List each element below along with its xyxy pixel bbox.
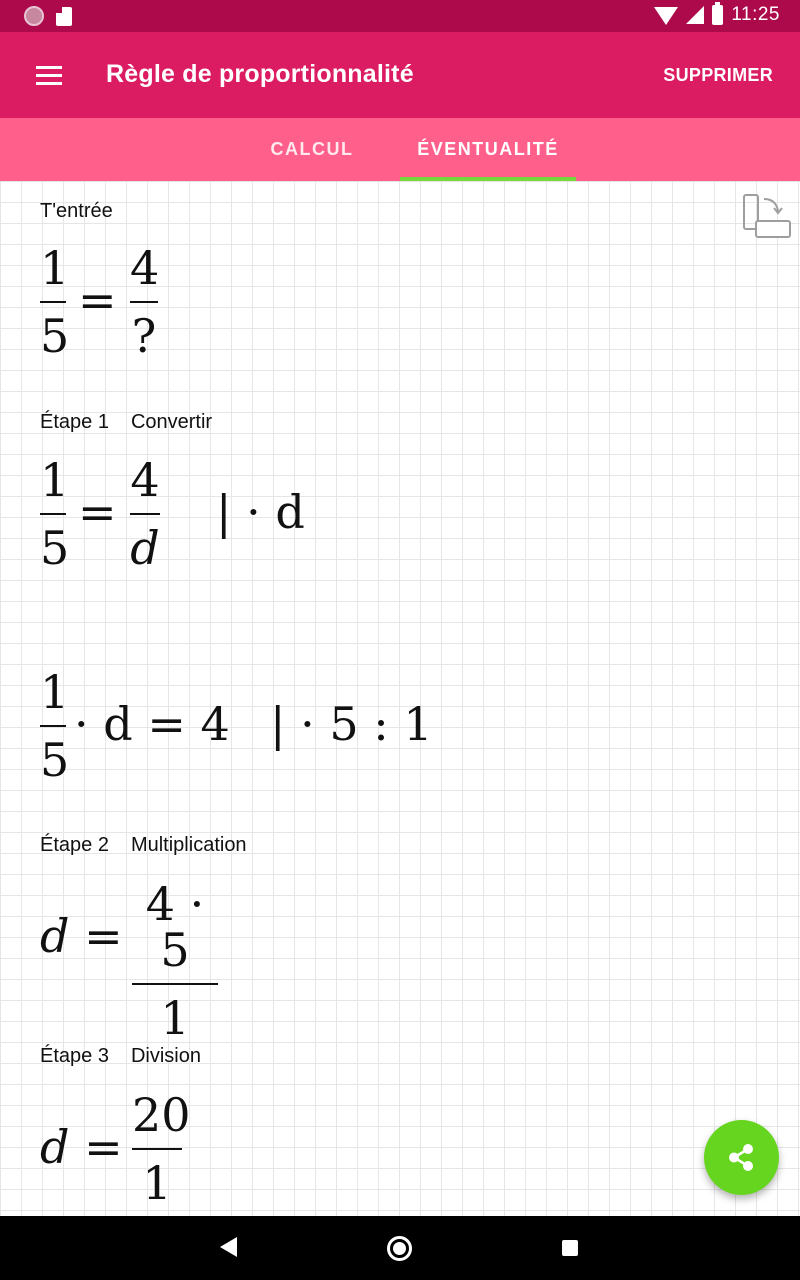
home-icon[interactable] bbox=[387, 1236, 412, 1261]
input-equation bbox=[40, 241, 240, 363]
share-icon bbox=[704, 1120, 779, 1195]
operation-note: | · 5 : 1 bbox=[270, 697, 433, 751]
step3-equation bbox=[40, 1088, 260, 1210]
status-bar bbox=[0, 0, 800, 32]
recent-apps-icon[interactable] bbox=[562, 1240, 578, 1256]
fraction-numerator: 4 bbox=[130, 453, 160, 507]
fraction-numerator: 4 bbox=[130, 241, 160, 295]
equation-lhs: d = bbox=[40, 909, 123, 963]
page-title: Règle de proportionnalité bbox=[106, 60, 414, 88]
fraction-denominator: 5 bbox=[40, 309, 70, 363]
screen-rotation-icon[interactable] bbox=[742, 193, 792, 241]
menu-icon[interactable] bbox=[36, 66, 62, 86]
notification-icon bbox=[24, 6, 44, 26]
step-name: Convertir bbox=[130, 411, 213, 433]
equation-middle: · d = 4 bbox=[74, 697, 230, 751]
tab-bar bbox=[0, 118, 800, 181]
tab-eventualite[interactable]: ÉVENTUALITÉ bbox=[417, 139, 559, 159]
signal-icon bbox=[686, 6, 704, 24]
equation-lhs: d = bbox=[40, 1120, 123, 1174]
step1-label bbox=[40, 411, 212, 434]
status-time: 11:25 bbox=[731, 4, 780, 25]
fraction-denominator: d bbox=[130, 521, 160, 575]
tab-calcul[interactable]: CALCUL bbox=[270, 139, 354, 159]
fraction-numerator: 4 · 5 bbox=[145, 877, 205, 977]
step1-equation-b bbox=[40, 665, 460, 787]
app-bar bbox=[0, 32, 800, 118]
step-number: Étape 1 bbox=[40, 411, 109, 433]
fraction-denominator: 1 bbox=[142, 1156, 172, 1210]
sd-card-icon bbox=[56, 7, 72, 26]
operation-note: | · d bbox=[216, 485, 305, 539]
fraction-denominator: 5 bbox=[40, 733, 70, 787]
step3-label bbox=[40, 1045, 201, 1068]
step-name: Division bbox=[130, 1045, 201, 1067]
fraction-numerator: 1 bbox=[40, 241, 70, 295]
fraction-numerator: 20 bbox=[132, 1088, 191, 1142]
solution-content[interactable] bbox=[0, 181, 800, 1216]
fraction-numerator: 1 bbox=[40, 453, 70, 507]
fraction-denominator: 1 bbox=[160, 991, 190, 1045]
back-icon[interactable] bbox=[220, 1237, 237, 1257]
fraction-numerator: 1 bbox=[40, 665, 70, 719]
step-name: Multiplication bbox=[130, 834, 247, 856]
battery-icon bbox=[712, 5, 723, 25]
wifi-icon bbox=[654, 7, 678, 25]
fraction-denominator: 5 bbox=[40, 521, 70, 575]
equals-sign: = bbox=[78, 273, 117, 327]
input-label: T'entrée bbox=[40, 200, 113, 222]
share-button[interactable] bbox=[704, 1120, 779, 1195]
step2-equation bbox=[40, 877, 300, 1045]
fraction-denominator: ? bbox=[131, 309, 157, 363]
step1-equation-a bbox=[40, 453, 360, 575]
equals-sign: = bbox=[78, 485, 117, 539]
step-number: Étape 2 bbox=[40, 834, 109, 856]
navigation-bar bbox=[0, 1216, 800, 1280]
step2-label bbox=[40, 834, 247, 857]
delete-button[interactable]: SUPPRIMER bbox=[663, 65, 773, 85]
step-number: Étape 3 bbox=[40, 1045, 109, 1067]
